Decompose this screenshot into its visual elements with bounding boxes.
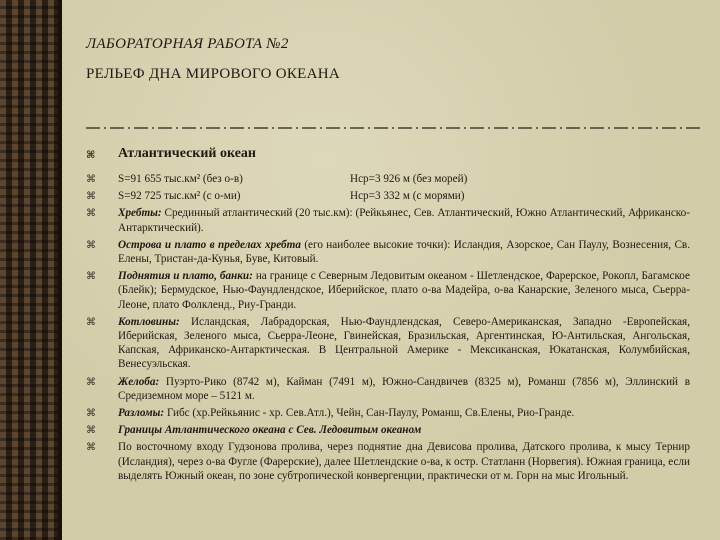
content-list [86,146,690,486]
bullet-icon: ⌘ [86,174,96,185]
list-item [86,423,690,437]
depth-value: Нср=3 926 м (без морей) [350,173,468,185]
list-item [86,315,690,372]
bullet-icon: ⌘ [86,376,96,388]
list-item [86,375,690,403]
bullet-icon: ⌘ [86,442,96,454]
slide-title: РЕЛЬЕФ ДНА МИРОВОГО ОКЕАНА [86,66,341,82]
list-item [86,172,690,186]
list-item [86,146,690,162]
item-label: Желоба: [118,375,160,388]
bullet-icon: ⌘ [86,271,96,283]
section-heading: Атлантический океан [118,146,256,161]
bullet-icon: ⌘ [86,425,96,437]
item-text: (его наиболее высокие точки): Исландия, Азорское, Сан Паулу, Вознесения, Св. Елены, Тристан-да-Кунья, Буве, Китовый. [118,238,690,266]
bullet-icon: ⌘ [86,208,96,220]
list-item [86,406,690,420]
item-text: Исландская, Лабрадорская, Нью-Фаундлендская, Северо-Американская, Западно -Европейская, Иберийская, Зеленого мыса, Сьерра-Леоне, Гвинейская, Бразильская, Аргентинская, Ю-Антильская, Ангольская, Капская, Африканско-Антарктическая. В Центральной Америке - Мексиканская, Юкатанская, Колумбийская, Венесуэльская. [118,315,690,371]
area-value: S=91 655 тыс.км² (без о-в) [118,173,243,185]
item-label: Поднятия и плато, банки: [118,270,253,283]
item-label: Острова и плато в пределах хребта [118,238,301,251]
list-item [86,238,690,266]
item-label: Границы Атлантического океана с Сев. Ледовитым океаном [118,424,422,437]
bullet-icon: ⌘ [86,150,96,161]
item-text: Гибс (хр.Рейкьянис - хр. Сев.Атл.), Чейн, Сан-Паулу, Романш, Св.Елены, Рио-Гранде. [164,407,575,420]
item-text: Срединный атлантический (20 тыс.км): (Рейкьянес, Сев. Атлантический, Южно Атлантический, Африканско-Антарктический). [118,207,690,234]
lab-title: ЛАБОРАТОРНАЯ РАБОТА №2 [86,36,289,52]
bullet-icon: ⌘ [86,191,96,203]
item-text: Пуэрто-Рико (8742 м), Кайман (7491 м), Южно-Сандвичев (8325 м), Романш (7856 м), Эллинский в Средиземном море – 5121 м. [118,375,690,402]
bullet-icon: ⌘ [86,239,96,251]
area-value: S=92 725 тыс.км² (с о-ми) [118,190,241,203]
item-label: Хребты: [118,207,162,220]
list-item [86,206,690,234]
item-text: По восточному входу Гудзонова пролива, через поднятие дна Девисова пролива, Датского пролива, к мысу Тернир (Исландия), через о-ва Фугле (Фарерские), далее Шетлендские о-ва, к остр. Статланн (Норвегия). Южная граница, если выделять Южный океан, по зоне субтропической конвергенции, практически от м. Горн на мыс Игольный. [118,441,690,482]
bullet-icon: ⌘ [86,316,96,328]
dash-dot-divider [86,124,700,132]
item-text: на границе с Северным Ледовитым океаном - Шетлендское, Фарерское, Рокопл, Багамское (Блейк); Бермудское, Нью-Фаундлендское, Иберийское, плато о-ва Мадейра, о-ва Канарские, Зеленого мыса, Сьерра-Леоне, плато Фолкленд., Риу-Гранди. [118,270,691,311]
item-label: Котловины: [118,315,180,328]
list-item [86,189,690,203]
list-item [86,440,690,483]
list-item [86,269,690,312]
bullet-icon: ⌘ [86,408,96,420]
item-label: Разломы: [118,407,165,420]
decorative-left-border [0,0,62,540]
depth-value: Нср=3 332 м (с морями) [350,190,465,203]
